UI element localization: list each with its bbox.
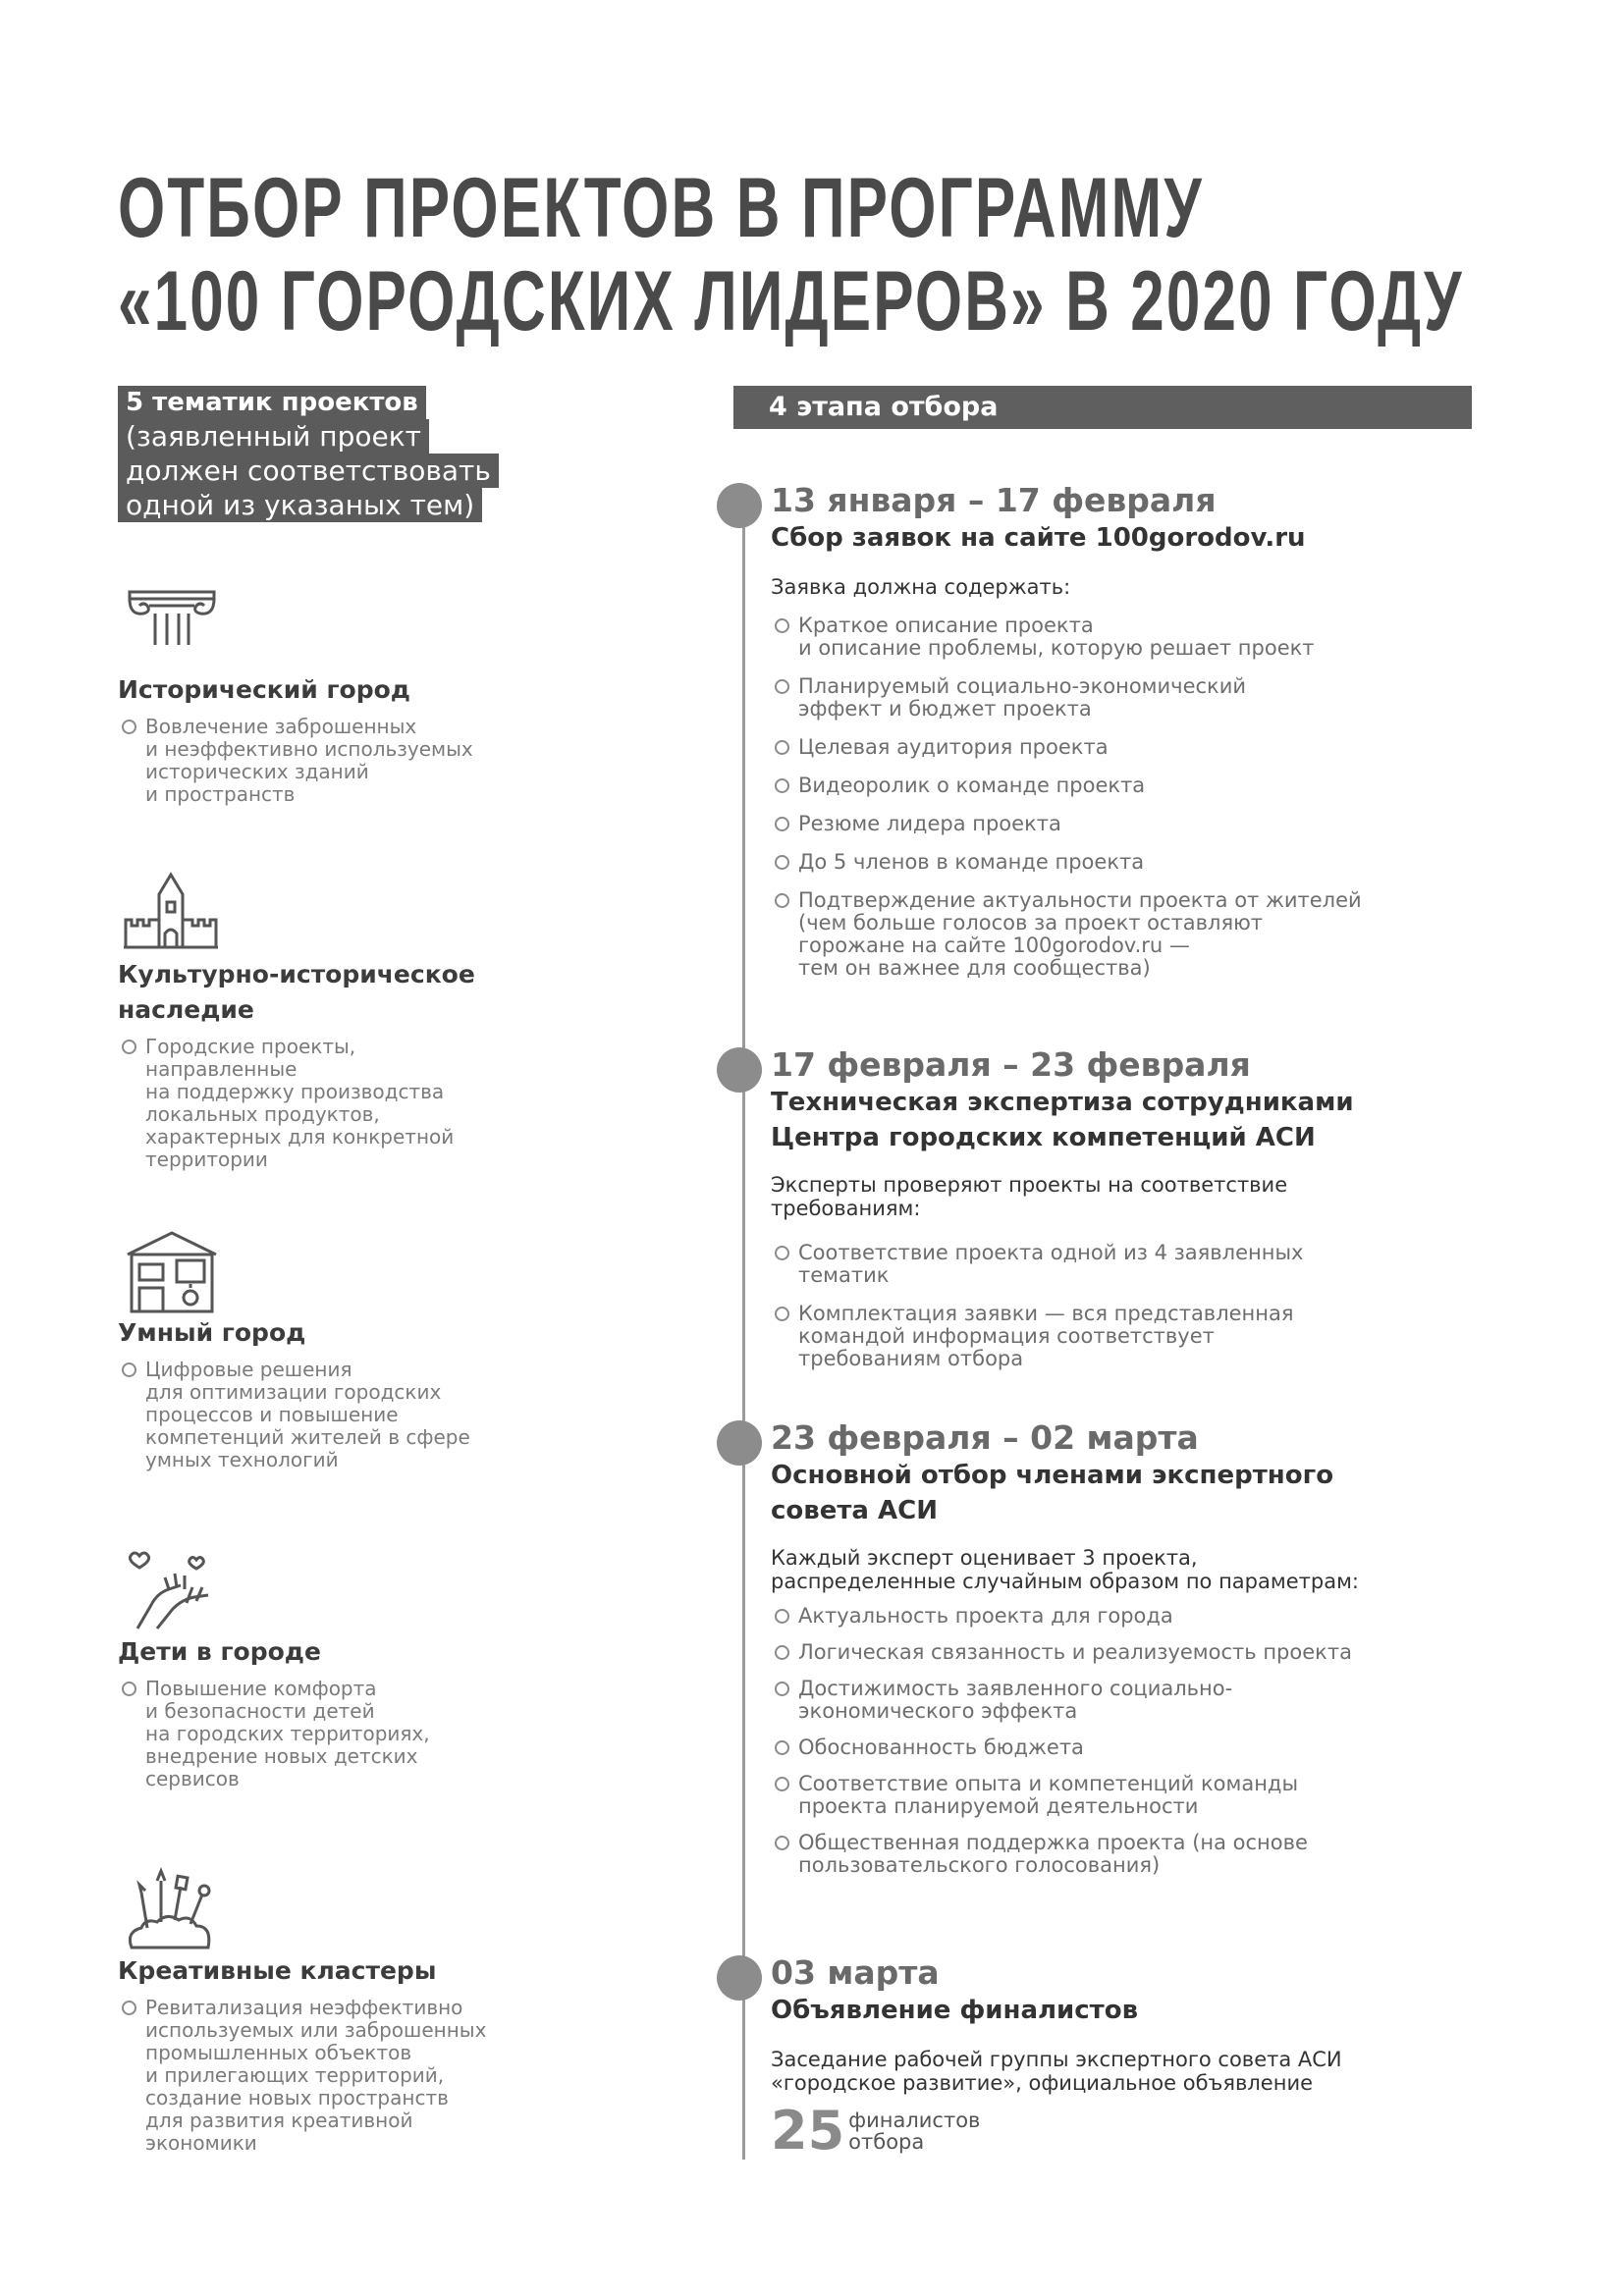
stage-point: Достижимость заявленного социально- экономического эффекта bbox=[771, 1678, 1492, 1723]
stage-point: Общественная поддержка проекта (на основе пользовательского голосования) bbox=[771, 1832, 1492, 1877]
theme-description: Цифровые решения для оптимизации городских процессов и повышение компетенций жителей в сфере умных технологий bbox=[118, 1359, 579, 1471]
stage-point: Обоснованность бюджета bbox=[771, 1736, 1492, 1759]
castle-icon bbox=[118, 869, 226, 957]
theme-smart-city bbox=[118, 1227, 579, 1471]
themes-heading-line-1: 5 тематик проектов bbox=[118, 386, 426, 419]
stage-point: Видеоролик о команде проекта bbox=[771, 774, 1492, 797]
stage-point: Соответствие проекта одной из 4 заявленных тематик bbox=[771, 1242, 1492, 1287]
stage-4 bbox=[717, 1953, 1492, 2162]
stage-1 bbox=[717, 481, 1492, 980]
finalists-count bbox=[771, 2100, 1492, 2162]
theme-cultural-heritage bbox=[118, 869, 579, 1171]
stage-point: До 5 членов в команде проекта bbox=[771, 851, 1492, 874]
finalists-label bbox=[848, 2109, 980, 2153]
theme-creative-clusters bbox=[118, 1865, 579, 2155]
timeline-dot bbox=[717, 1420, 762, 1466]
theme-description: Повышение комфорта и безопасности детей на городских территориях, внедрение новых детских сервисов bbox=[118, 1678, 579, 1790]
finalists-number: 25 bbox=[771, 2100, 845, 2162]
smart-house-icon bbox=[118, 1227, 226, 1315]
theme-name: Культурно-историческое наследие bbox=[118, 960, 475, 1024]
theme-description: Городские проекты, направленные на поддержку производства локальных продуктов, характерных для конкретной территории bbox=[118, 1036, 579, 1171]
stage-intro: Заседание рабочей группы экспертного совета АСИ «городское развитие», официальное объявление bbox=[771, 2048, 1342, 2095]
stage-intro: Заявка должна содержать: bbox=[771, 575, 1071, 599]
page-title-line-1: ОТБОР ПРОЕКТОВ В ПРОГРАММУ bbox=[118, 161, 1204, 255]
themes-heading-line-4: одной из указаных тем) bbox=[118, 488, 482, 522]
theme-name: Дети в городе bbox=[118, 1637, 321, 1666]
theme-description: Вовлечение заброшенных и неэффективно используемых исторических зданий и пространств bbox=[118, 716, 579, 806]
page-title-line-2: «100 ГОРОДСКИХ ЛИДЕРОВ» В 2020 ГОДУ bbox=[118, 254, 1464, 348]
stage-intro: Каждый эксперт оценивает 3 проекта, распределенные случайным образом по параметрам: bbox=[771, 1546, 1359, 1593]
theme-description: Ревитализация неэффективно используемых или заброшенных промышленных объектов и прилегающих территорий, создание новых пространств для развития креативной экономики bbox=[118, 1997, 579, 2155]
stage-date: 23 февраля – 02 марта bbox=[771, 1418, 1199, 1457]
stage-title: Объявление финалистов bbox=[771, 1996, 1139, 2025]
theme-name: Умный город bbox=[118, 1318, 306, 1347]
themes-heading bbox=[118, 386, 535, 522]
stage-point: Актуальность проекта для города bbox=[771, 1605, 1492, 1628]
theme-children-city bbox=[118, 1546, 579, 1790]
stages-heading: 4 этапа отбора bbox=[733, 386, 1472, 429]
theme-name: Исторический город bbox=[118, 675, 410, 704]
stage-3 bbox=[717, 1418, 1492, 1877]
stage-point: Планируемый социально-экономический эффект и бюджет проекта bbox=[771, 675, 1492, 721]
stage-2 bbox=[717, 1045, 1492, 1370]
column-icon bbox=[118, 584, 226, 672]
hands-hearts-icon bbox=[118, 1546, 226, 1634]
timeline-dot bbox=[717, 1955, 762, 2001]
themes-heading-line-2: (заявленный проект bbox=[118, 419, 429, 454]
stage-title: Основной отбор членами экспертного совета АСИ bbox=[771, 1461, 1334, 1525]
page-title bbox=[118, 161, 1464, 348]
stage-point: Комплектация заявки — вся представленная командой информация соответствует требованиям отбора bbox=[771, 1303, 1492, 1370]
stage-date: 13 января – 17 февраля bbox=[771, 481, 1217, 519]
timeline-dot bbox=[717, 483, 762, 528]
stage-point: Краткое описание проекта и описание проблемы, которую решает проект bbox=[771, 614, 1492, 660]
finalists-label-line-1: финалистов bbox=[848, 2109, 981, 2132]
stage-point: Резюме лидера проекта bbox=[771, 813, 1492, 835]
stage-title: Техническая экспертиза сотрудниками Центра городских компетенций АСИ bbox=[771, 1088, 1354, 1152]
stage-title: Сбор заявок на сайте 100gorodov.ru bbox=[771, 523, 1306, 553]
art-tools-icon bbox=[118, 1865, 226, 1953]
theme-historic-city bbox=[118, 584, 579, 806]
stage-point: Логическая связанность и реализуемость проекта bbox=[771, 1641, 1492, 1664]
stage-point: Соответствие опыта и компетенций команды проекта планируемой деятельности bbox=[771, 1773, 1492, 1818]
finalists-label-line-2: отбора bbox=[848, 2130, 925, 2154]
stage-point: Целевая аудитория проекта bbox=[771, 736, 1492, 759]
themes-heading-line-3: должен соответствовать bbox=[118, 454, 499, 488]
stage-point: Подтверждение актуальности проекта от жителей (чем больше голосов за проект оставляют горожане на сайте 100gorodov.ru — тем он важнее для сообщества) bbox=[771, 889, 1492, 980]
theme-name: Креативные кластеры bbox=[118, 1956, 437, 1985]
timeline-dot bbox=[717, 1047, 762, 1093]
stage-intro: Эксперты проверяют проекты на соответствие требованиям: bbox=[771, 1173, 1288, 1220]
stage-date: 17 февраля – 23 февраля bbox=[771, 1045, 1251, 1084]
stage-date: 03 марта bbox=[771, 1953, 940, 1992]
